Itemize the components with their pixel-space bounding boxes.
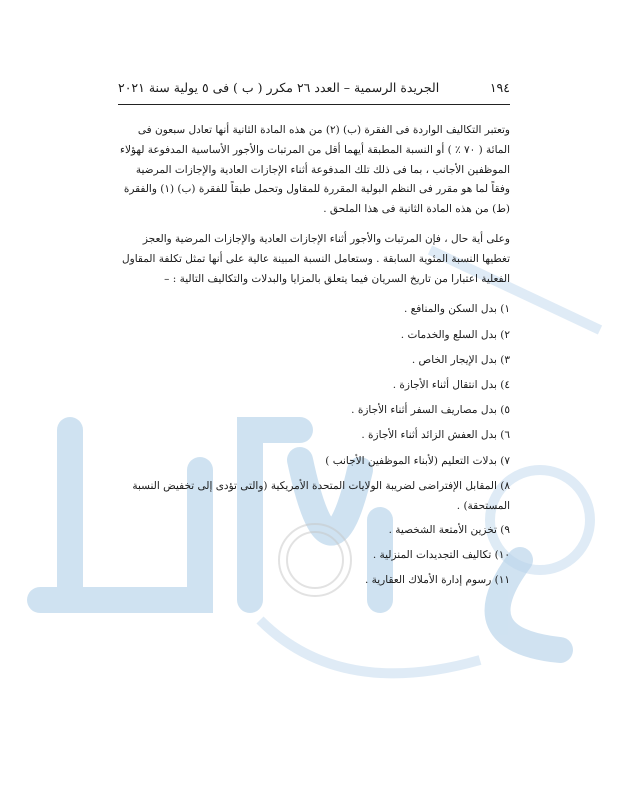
page-number: ١٩٤: [489, 80, 510, 95]
list-item: ٢) بدل السلع والخدمات .: [400, 328, 510, 341]
list-item: ١٠) تكاليف التجديدات المنزلية .: [372, 549, 510, 561]
page-content: [118, 121, 510, 593]
page-header: [118, 78, 510, 105]
list-item: ١١) رسوم إدارة الأملاك العقارية .: [364, 574, 510, 587]
list-item: ٤) بدل انتقال أثناء الأجازة .: [392, 378, 510, 391]
list-item: ٦) بدل العفش الزائد أثناء الأجازة .: [361, 429, 510, 442]
benefits-list: [118, 297, 510, 593]
list-item: ١) بدل السكن والمنافع .: [404, 303, 510, 316]
list-item: ٧) بدلات التعليم (لأبناء الموظفين الأجانب ): [325, 454, 510, 467]
list-item: ٣) بدل الإيجار الخاص .: [411, 353, 510, 366]
document-page: [118, 78, 510, 778]
paragraph-2: وعلى أية حال ، فإن المرتبات والأجور أثناء الإجازات العادية والإجازات المرضية والعجز تغطيها النسبة المئوية السابقة . وستعامل النسبة المبينة عالية على أنها تمثل تكلفة المقاول الفعلية اعتبارا من تاريخ السريان فيما يتعلق بالمزايا والبدلات والتكاليف التالية : –: [122, 232, 510, 285]
list-item: ٨) المقابل الإفتراضى لضريبة الولايات المتحدة الأمريكية (والتى تؤدى إلى تخفيض النسبة المستحقة) .: [132, 479, 510, 512]
list-item: ٩) تخزين الأمتعة الشخصية .: [388, 523, 510, 536]
header-title: الجريدة الرسمية – العدد ٢٦ مكرر ( ب ) فى ٥ يولية سنة ٢٠٢١: [118, 80, 440, 95]
paragraph-1: وتعتبر التكاليف الواردة فى الفقرة (ب) (٢) من هذه المادة الثانية أنها تعادل سبعون فى المائة ( ٧٠ ٪ ) أو النسبة المطبقة أيهما أقل من المرتبات والأجور الأساسية المدفوعة لهؤلاء الموظفين الأجانب ، بما فى ذلك تلك المدفوعة أثناء الإجازات العادية والإجازات المرضية وفقاً لما هو مقرر فى النظم البولية المقررة للمقاول وتحمل طبقاً للفقرة (ب) (١) والفقرة (ط) من هذه المادة الثانية فى هذا الملحق .: [120, 124, 510, 216]
list-item: ٥) بدل مصاريف السفر أثناء الأجازة .: [351, 404, 510, 417]
